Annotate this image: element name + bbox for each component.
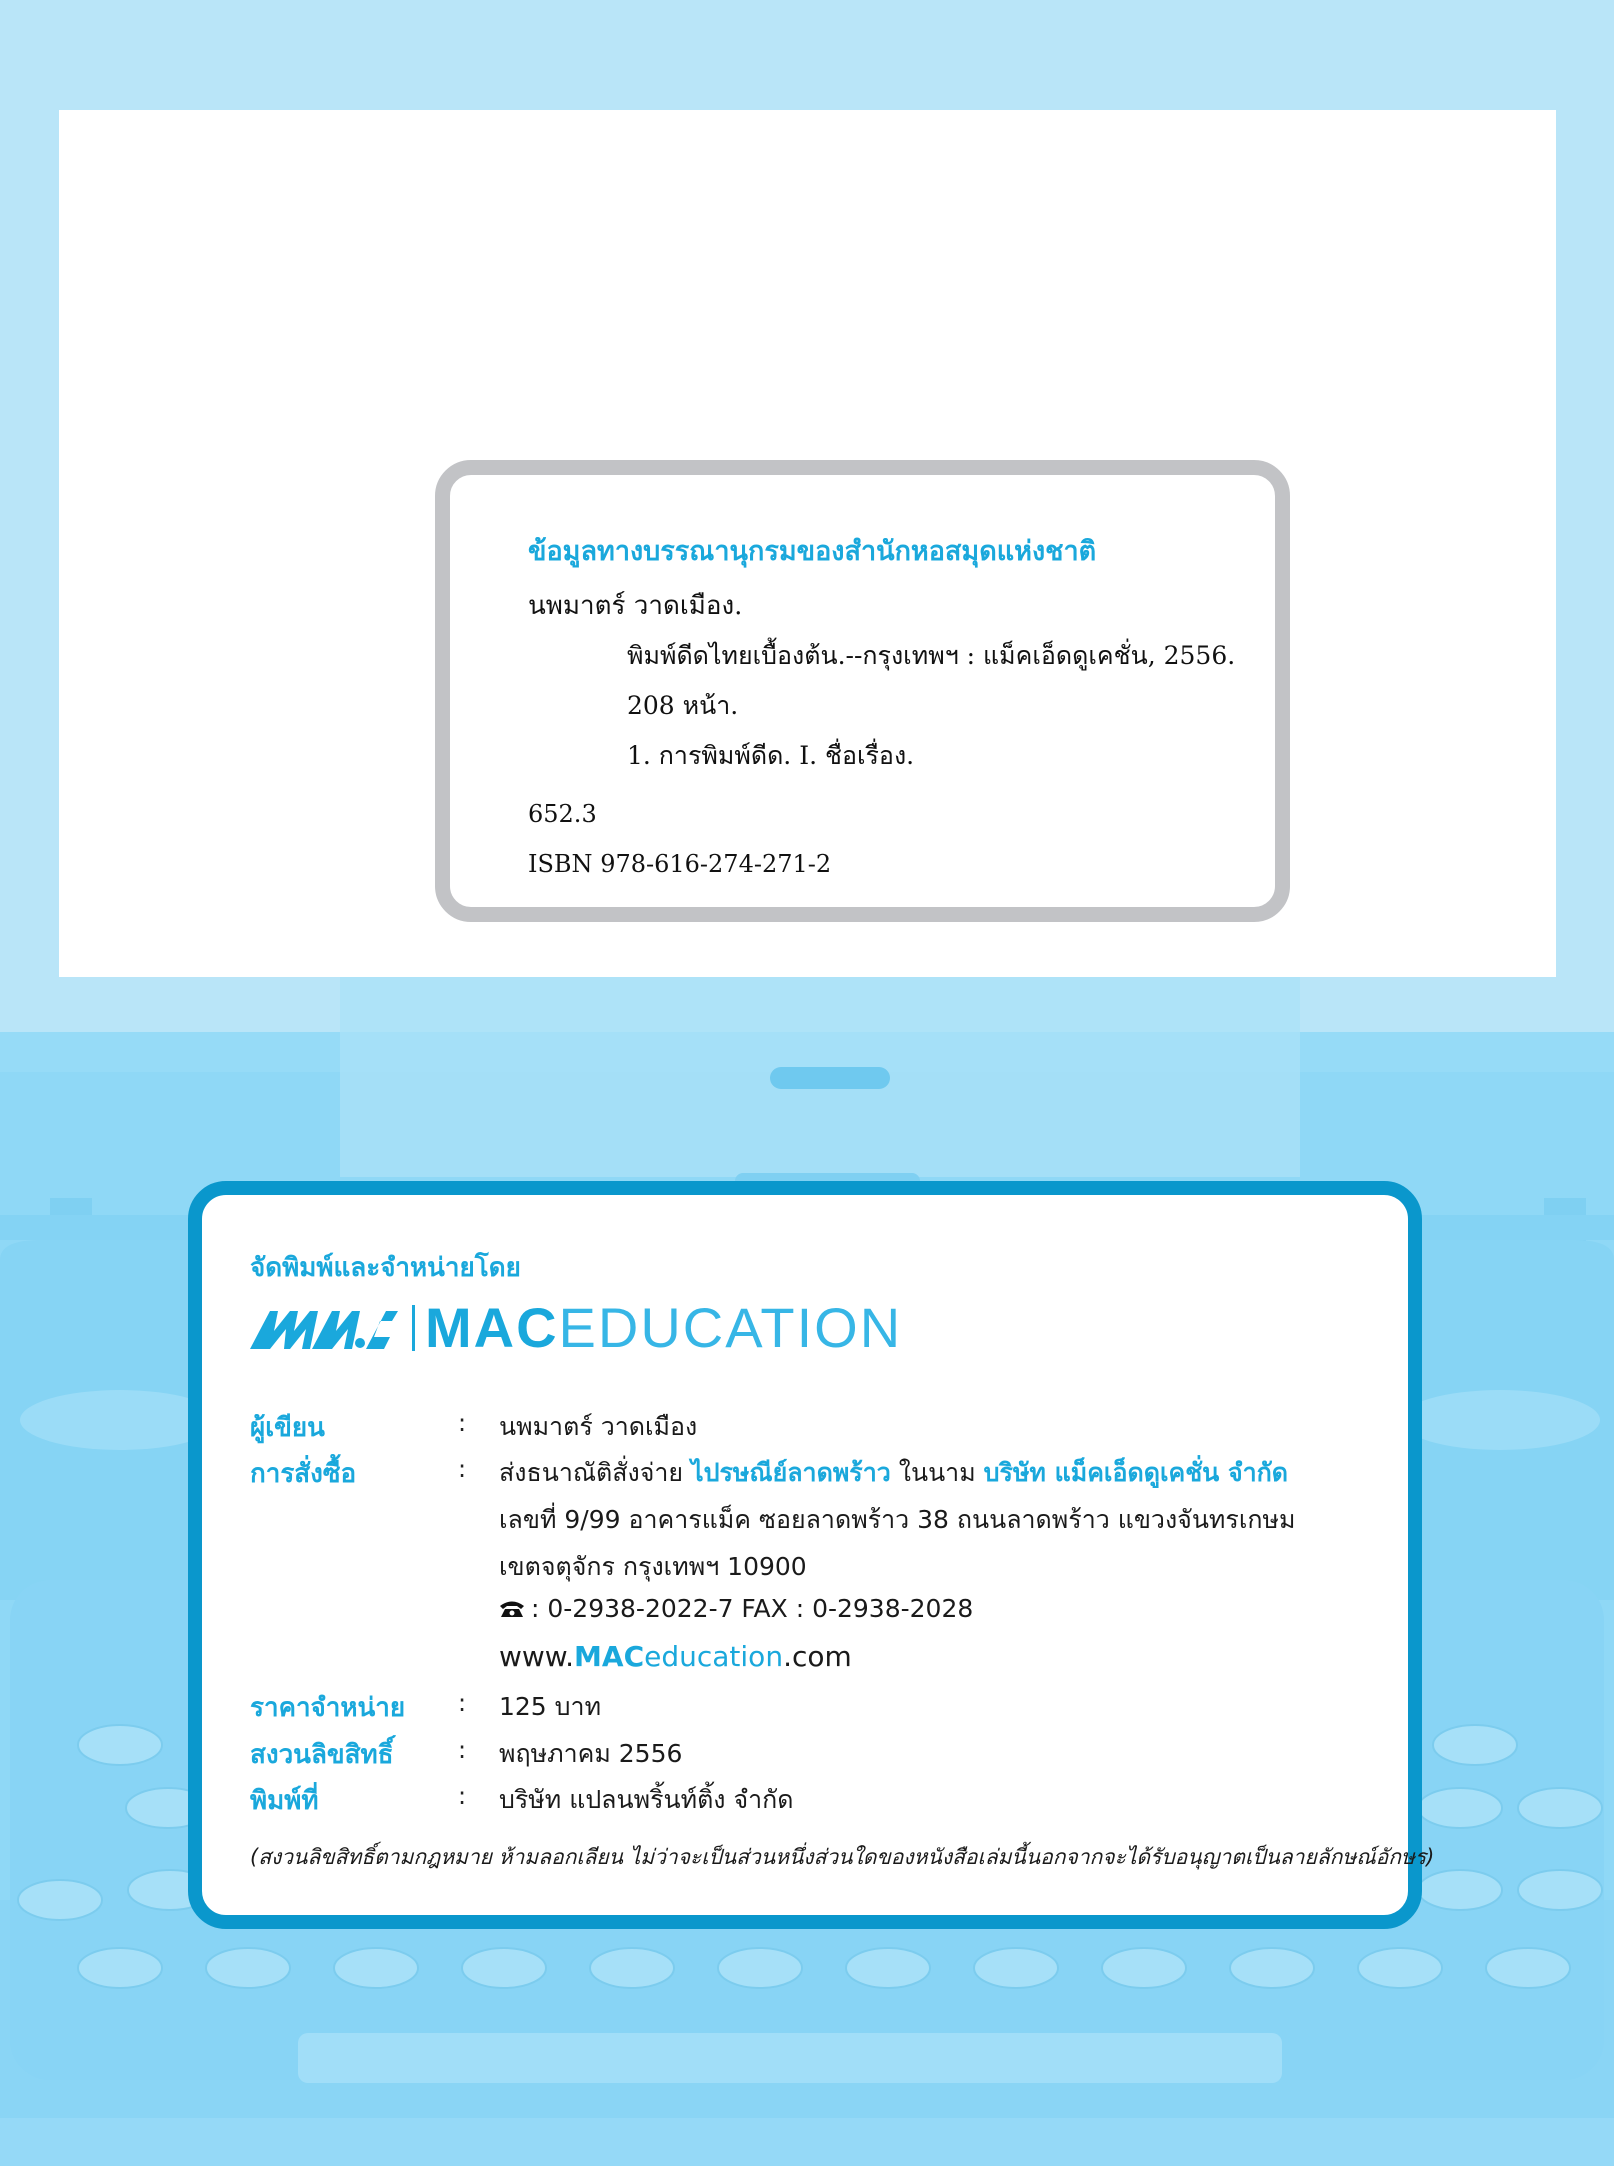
copyright-value: พฤษภาคม 2556 (499, 1739, 683, 1768)
colon: : (458, 1455, 467, 1483)
cip-title: ข้อมูลทางบรรณานุกรมของสำนักหอสมุดแห่งชาติ (528, 536, 1097, 567)
website-prefix: www. (499, 1640, 575, 1673)
logo-wordmark (425, 1296, 903, 1359)
logo-text-light: EDUCATION (558, 1296, 903, 1359)
cip-isbn: ISBN 978-616-274-271-2 (528, 850, 832, 878)
cip-pages: 208 หน้า. (627, 691, 739, 720)
publisher-heading: จัดพิมพ์และจำหน่ายโดย (250, 1253, 521, 1283)
cip-classification: 652.3 (528, 800, 597, 828)
telephone-icon (499, 1599, 525, 1619)
cip-imprint: พิมพ์ดีดไทยเบื้องต้น.--กรุงเทพฯ : แม็คเอ็ดดูเคชั่น, 2556. (627, 641, 1236, 670)
address-line-1: เลขที่ 9/99 อาคารแม็ค ซอยลาดพร้าว 38 ถนนลาดพร้าว แขวงจันทรเกษม (499, 1505, 1296, 1534)
cip-record-box (435, 460, 1290, 922)
logo-text-bold: MAC (425, 1296, 559, 1359)
website[interactable] (499, 1640, 852, 1673)
phone-line (499, 1594, 973, 1623)
copyright-page (59, 110, 1556, 977)
order-label: การสั่งซื้อ (250, 1459, 357, 1489)
colon: : (458, 1689, 467, 1717)
publisher-card (188, 1181, 1435, 1929)
order-in-name: ในนาม (898, 1458, 976, 1487)
mac-logo-mark-icon (248, 1305, 400, 1351)
copyright-label: สงวนลิขสิทธิ์ (250, 1740, 394, 1770)
logo-separator (412, 1305, 415, 1351)
order-prefix: ส่งธนาณัติสั่งจ่าย (499, 1458, 684, 1487)
mac-education-logo (248, 1298, 902, 1358)
author-label: ผู้เขียน (250, 1413, 325, 1443)
colon: : (458, 1736, 467, 1764)
price-value: 125 บาท (499, 1692, 602, 1721)
printer-value: บริษัท แปลนพริ้นท์ติ้ง จำกัด (499, 1785, 794, 1814)
colon: : (458, 1409, 467, 1437)
address-line-2: เขตจตุจักร กรุงเทพฯ 10900 (499, 1552, 807, 1581)
website-suffix: .com (783, 1640, 852, 1673)
colon: : (458, 1782, 467, 1810)
printer-label: พิมพ์ที่ (250, 1786, 319, 1816)
order-post-office: ไปรษณีย์ลาดพร้าว (691, 1458, 891, 1487)
phone-text: : 0-2938-2022-7 FAX : 0-2938-2028 (531, 1594, 974, 1623)
website-bold: MAC (574, 1640, 645, 1673)
order-value (499, 1453, 1288, 1493)
order-company: บริษัท แม็คเอ็ดดูเคชั่น จำกัด (983, 1458, 1289, 1487)
cip-subject: 1. การพิมพ์ดีด. I. ชื่อเรื่อง. (627, 741, 915, 770)
author-value: นพมาตร์ วาดเมือง (499, 1412, 698, 1441)
copyright-disclaimer: (สงวนลิขสิทธิ์ตามกฎหมาย ห้ามลอกเลียน ไม่ว่าจะเป็นส่วนหนึ่งส่วนใดของหนังสือเล่มนี้นอกจากจะได้รับอนุญาตเป็นลายลักษณ์อักษร) (250, 1845, 1435, 1869)
price-label: ราคาจำหน่าย (250, 1693, 406, 1723)
cip-author: นพมาตร์ วาดเมือง. (528, 591, 743, 621)
website-mid: education (644, 1640, 784, 1673)
